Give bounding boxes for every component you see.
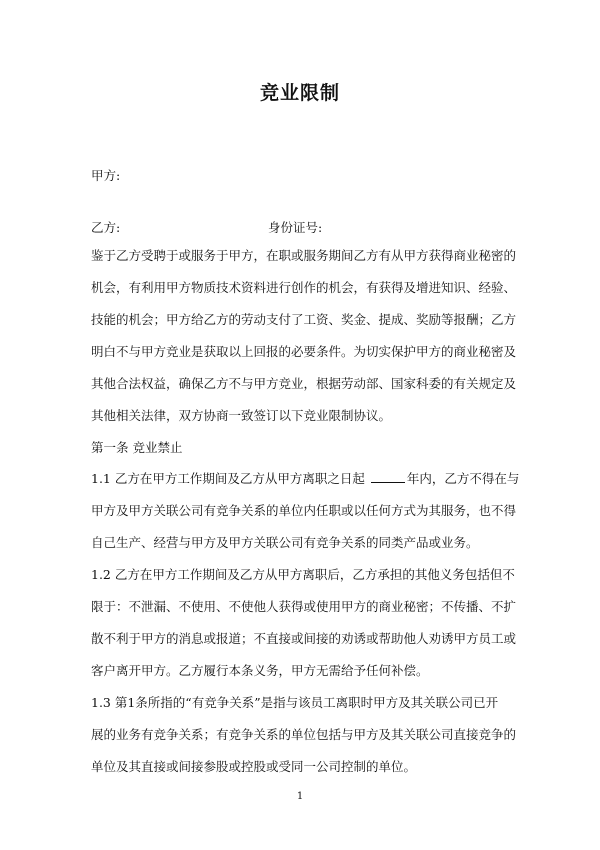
document-title: 竞业限制 — [259, 82, 340, 104]
clause-1-3-line: 展的业务有竞争关系；有竞争关系的单位包括与甲方及其关联公司直接竞争的 — [91, 727, 517, 742]
clause-1-3-line: 单位及其直接或间接参股或控股或受同一公司控制的单位。 — [91, 759, 417, 774]
preamble-line: 其他合法权益，确保乙方不与甲方竞业，根据劳动部、国家科委的有关规定及 — [91, 376, 517, 391]
id-number-label: 身份证号: — [268, 220, 323, 235]
article-1-heading: 第一条 竞业禁止 — [91, 440, 183, 455]
years-blank — [371, 470, 405, 483]
clause-1-1-suffix: 年内，乙方不得在与 — [406, 471, 520, 486]
clause-1-1-line: 自己生产、经营与甲方及甲方关联公司有竞争关系的同类产品或业务。 — [91, 535, 479, 550]
preamble-line: 明白不与甲方竞业是获取以上回报的必要条件。为切实保护甲方的商业秘密及 — [91, 344, 517, 359]
clause-1-1-line: 甲方及甲方关联公司有竞争关系的单位内任职或以任何方式为其服务，也不得 — [91, 503, 517, 518]
preamble-line: 技能的机会；甲方给乙方的劳动支付了工资、奖金、提成、奖励等报酬；乙方 — [91, 312, 517, 327]
preamble-line: 鉴于乙方受聘于或服务于甲方，在职或服务期间乙方有从甲方获得商业秘密的 — [91, 248, 517, 263]
clause-1-2-line: 散不利于甲方的消息或报道；不直接或间接的劝诱或帮助他人劝诱甲方员工或 — [91, 631, 517, 646]
clause-1-2-line: 1.2 乙方在甲方工作期间及乙方从甲方离职后，乙方承担的其他义务包括但不 — [91, 567, 515, 582]
clause-1-2-line: 客户离开甲方。乙方履行本条义务，甲方无需给予任何补偿。 — [91, 663, 429, 678]
clause-1-2-line: 限于：不泄漏、不使用、不使他人获得或使用甲方的商业秘密；不传播、不扩 — [91, 599, 517, 614]
clause-1-1-first-line — [91, 470, 531, 488]
preamble-line: 其他相关法律，双方协商一致签订以下竞业限制协议。 — [91, 408, 392, 423]
page-number: 1 — [296, 791, 304, 802]
party-b-label: 乙方: — [91, 220, 121, 235]
party-a-label: 甲方: — [91, 168, 121, 183]
clause-1-3-line: 1.3 第1条所指的“有竞争关系”是指与该员工离职时甲方及其关联公司已开 — [91, 695, 499, 710]
clause-1-1-prefix: 1.1 乙方在甲方工作期间及乙方从甲方离职之日起 — [91, 471, 369, 486]
preamble-line: 机会，有利用甲方物质技术资料进行创作的机会，有获得及增进知识、经验、 — [91, 280, 517, 295]
